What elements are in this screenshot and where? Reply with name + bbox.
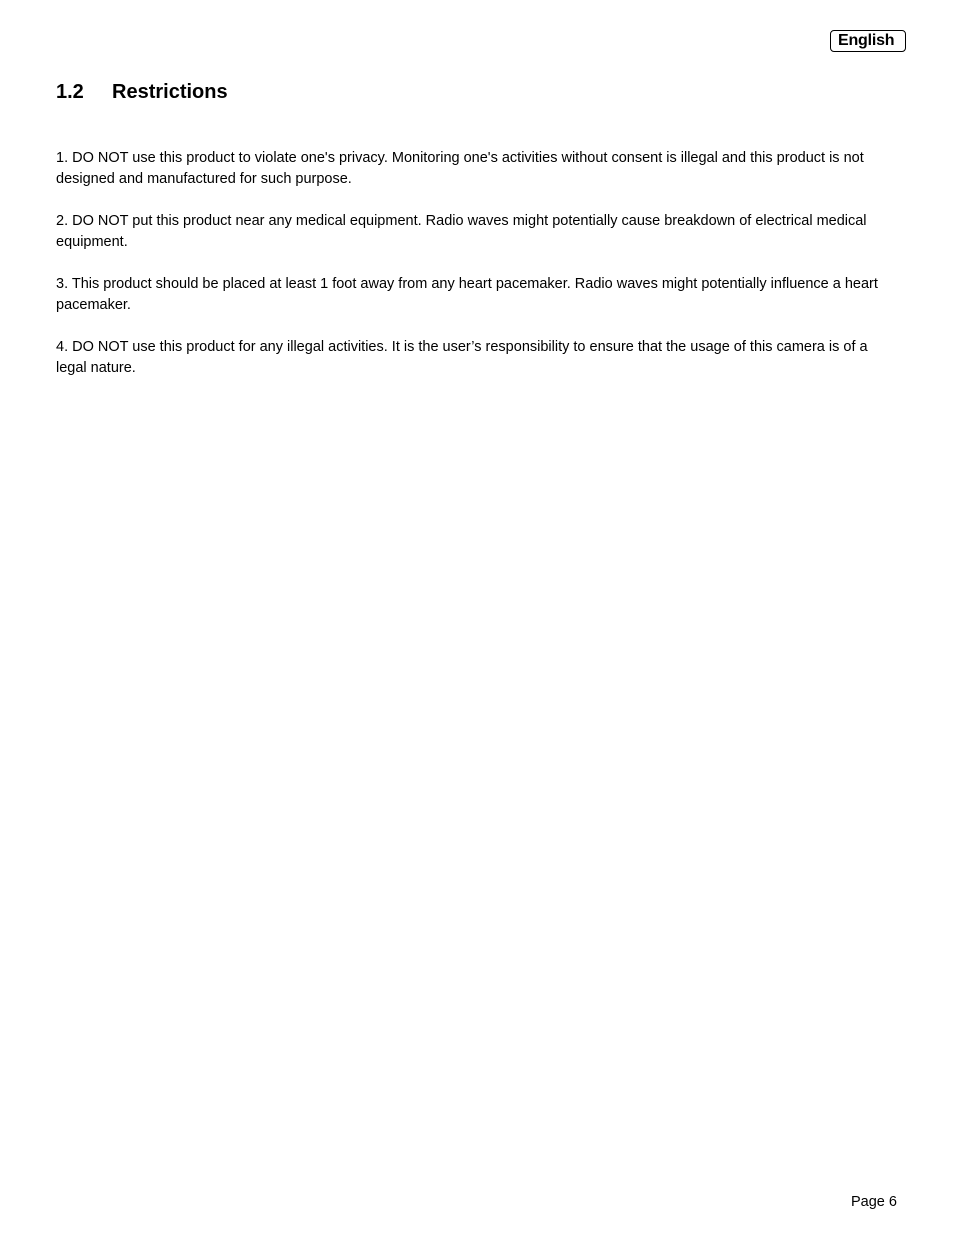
restrictions-list [56,148,896,400]
section-title: Restrictions [112,81,228,103]
restriction-item: 1. DO NOT use this product to violate one's privacy. Monitoring one's activities without consent is illegal and this product is not designed and manufactured for such purpose. [56,150,864,187]
restriction-item: 4. DO NOT use this product for any illegal activities. It is the user’s responsibility to ensure that the usage of this camera is of a legal nature. [56,339,868,376]
restriction-item: 2. DO NOT put this product near any medical equipment. Radio waves might potentially cause breakdown of electrical medical equipment. [56,213,867,250]
section-heading [56,78,228,106]
restriction-item: 3. This product should be placed at least 1 foot away from any heart pacemaker. Radio waves might potentially influence a heart pacemaker. [56,276,878,313]
page-number: Page 6 [851,1194,897,1210]
section-number: 1.2 [56,81,84,103]
language-badge: English [830,30,906,52]
